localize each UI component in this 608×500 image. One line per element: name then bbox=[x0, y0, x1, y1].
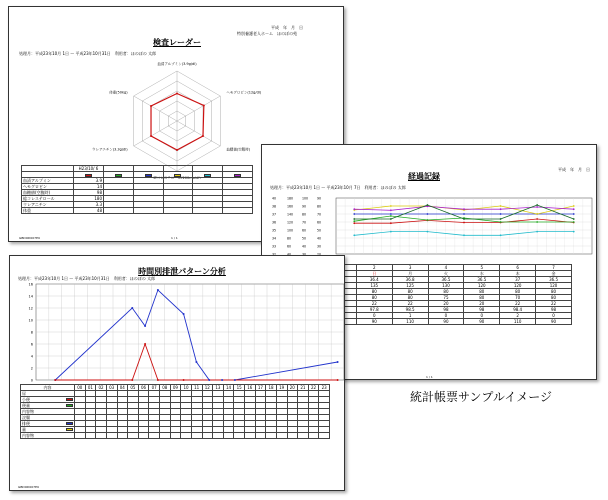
excretion-cell bbox=[223, 433, 234, 439]
excretion-point bbox=[221, 379, 223, 381]
excretion-point bbox=[157, 379, 159, 381]
sheet1-footer-page: 1 / 1 bbox=[171, 236, 178, 240]
radar-row-value: 3.9 bbox=[74, 178, 104, 184]
progress-value: 36.8 bbox=[392, 277, 428, 283]
excretion-cell bbox=[128, 433, 139, 439]
excretion-chart-plot bbox=[29, 283, 344, 383]
sheet2-footer-page: 1 / 1 bbox=[426, 375, 433, 379]
radar-empty-cell bbox=[104, 208, 134, 214]
progress-value: 80 bbox=[500, 289, 536, 295]
progress-y-tick: 90 bbox=[302, 204, 307, 209]
progress-value: 125 bbox=[392, 283, 428, 289]
progress-point bbox=[463, 234, 465, 236]
radar-row-value: 180 bbox=[74, 196, 104, 202]
excretion-table-body bbox=[21, 391, 330, 439]
progress-value: 110 bbox=[500, 319, 536, 325]
progress-y-tick: 30 bbox=[317, 244, 322, 249]
radar-row-label: 血糖値(空腹時) bbox=[22, 190, 74, 196]
progress-weekday-header: 金 bbox=[536, 271, 572, 277]
excretion-pattern-sheet bbox=[9, 255, 345, 491]
radar-axis-label: 血清アルブミン(3.9g/dl) bbox=[157, 62, 197, 66]
excretion-cell bbox=[149, 433, 160, 439]
progress-point bbox=[500, 213, 502, 215]
progress-value: 80 bbox=[356, 289, 392, 295]
excretion-cell bbox=[202, 433, 213, 439]
progress-value: 37 bbox=[500, 277, 536, 283]
excretion-cell bbox=[234, 433, 245, 439]
sample-caption: 統計帳票サンプルイメージ bbox=[410, 390, 552, 404]
excretion-hour-header: 21 bbox=[298, 385, 309, 391]
excretion-point bbox=[337, 379, 339, 381]
progress-y-tick: 80 bbox=[302, 212, 307, 217]
sheet3-footer-code: GBDOD007EU bbox=[18, 485, 40, 489]
excretion-point bbox=[195, 361, 197, 363]
progress-y-tick: 37 bbox=[272, 212, 277, 217]
progress-value: 20 bbox=[464, 301, 500, 307]
radar-empty-cell bbox=[163, 208, 193, 214]
excretion-cell bbox=[106, 433, 117, 439]
progress-value: 80 bbox=[464, 295, 500, 301]
excretion-hour-header: 10 bbox=[181, 385, 192, 391]
progress-y-tick: 80 bbox=[317, 204, 322, 209]
progress-y-tick: 60 bbox=[302, 228, 307, 233]
progress-point bbox=[390, 231, 392, 233]
progress-y-tick: 60 bbox=[287, 244, 292, 249]
radar-row-value: 3.3 bbox=[74, 202, 104, 208]
radar-point bbox=[150, 135, 152, 137]
excretion-hour-header: 04 bbox=[117, 385, 128, 391]
series-color-swatch bbox=[66, 422, 73, 425]
radar-point bbox=[150, 105, 152, 107]
progress-point bbox=[353, 208, 355, 210]
radar-row-label: ウレアニチン bbox=[22, 202, 74, 208]
series-color-swatch bbox=[66, 404, 73, 407]
excretion-point bbox=[131, 379, 133, 381]
progress-y-tick: 40 bbox=[272, 196, 277, 201]
series-color-swatch bbox=[174, 174, 181, 177]
progress-value: 120 bbox=[464, 283, 500, 289]
progress-point bbox=[573, 221, 575, 223]
radar-grid bbox=[92, 61, 262, 179]
progress-day-header: 4 bbox=[428, 265, 464, 271]
progress-y-tick: 90 bbox=[317, 196, 322, 201]
progress-point bbox=[536, 218, 538, 220]
radar-table-date: H23/10/ 6 bbox=[74, 166, 104, 172]
progress-point bbox=[500, 234, 502, 236]
progress-value: 0 bbox=[356, 313, 392, 319]
progress-y-tick: 40 bbox=[302, 244, 307, 249]
excretion-hour-header: 06 bbox=[138, 385, 149, 391]
progress-point bbox=[500, 221, 502, 223]
progress-value: 80 bbox=[356, 295, 392, 301]
excretion-row-label: 内容物 bbox=[21, 433, 75, 439]
progress-y-tick: 33 bbox=[272, 244, 277, 249]
progress-point bbox=[536, 206, 538, 208]
series-color-swatch bbox=[234, 174, 241, 177]
excretion-hour-header: 02 bbox=[96, 385, 107, 391]
progress-value: 70 bbox=[500, 295, 536, 301]
progress-value: 80 bbox=[392, 289, 428, 295]
excretion-row-label: 量 bbox=[21, 427, 75, 433]
progress-value: 90 bbox=[428, 319, 464, 325]
excretion-point bbox=[144, 325, 146, 327]
radar-row-label: ヘモグロビン bbox=[22, 184, 74, 190]
progress-y-tick: 35 bbox=[272, 228, 277, 233]
progress-point bbox=[500, 205, 502, 207]
progress-value: 120 bbox=[536, 283, 572, 289]
excretion-hour-header: 13 bbox=[213, 385, 224, 391]
progress-value: 80 bbox=[392, 295, 428, 301]
progress-point bbox=[573, 218, 575, 220]
excretion-cell bbox=[117, 433, 128, 439]
excretion-point bbox=[54, 379, 56, 381]
excretion-hour-header: 17 bbox=[255, 385, 266, 391]
progress-day-header: 7 bbox=[536, 265, 572, 271]
radar-value-table bbox=[21, 165, 253, 214]
progress-y-tick: 100 bbox=[302, 196, 309, 201]
excretion-hour-header: 05 bbox=[128, 385, 139, 391]
progress-value: 97.8 bbox=[356, 307, 392, 313]
excretion-table-head: 内容 bbox=[21, 385, 75, 391]
progress-chart-plot bbox=[272, 197, 592, 257]
progress-weekday-header: 日 bbox=[356, 271, 392, 277]
excretion-hour-header: 12 bbox=[202, 385, 213, 391]
excretion-hour-header: 22 bbox=[308, 385, 319, 391]
radar-series bbox=[151, 94, 204, 151]
progress-value: 98.4 bbox=[500, 307, 536, 313]
progress-point bbox=[427, 219, 429, 221]
progress-point bbox=[390, 205, 392, 207]
sheet1-date: 平成 年 月 日 bbox=[271, 25, 303, 30]
excretion-hour-header: 14 bbox=[223, 385, 234, 391]
progress-point bbox=[500, 218, 502, 220]
progress-y-tick: 60 bbox=[317, 220, 322, 225]
progress-value: 98 bbox=[464, 307, 500, 313]
excretion-point bbox=[131, 307, 133, 309]
progress-point bbox=[500, 208, 502, 210]
excretion-y-tick: 10 bbox=[28, 318, 33, 323]
excretion-hour-header: 18 bbox=[266, 385, 277, 391]
excretion-cell bbox=[160, 433, 171, 439]
progress-value: 22 bbox=[392, 301, 428, 307]
excretion-hour-header: 16 bbox=[245, 385, 256, 391]
progress-point bbox=[390, 209, 392, 211]
progress-value: 22 bbox=[356, 301, 392, 307]
progress-point bbox=[427, 213, 429, 215]
excretion-y-tick: 2 bbox=[30, 366, 33, 371]
sheet1-footer-code: GBDOD007EU bbox=[19, 236, 41, 240]
excretion-point bbox=[337, 361, 339, 363]
radar-spoke bbox=[134, 121, 177, 146]
progress-value: 90 bbox=[356, 319, 392, 325]
excretion-cell bbox=[213, 433, 224, 439]
sheet1-facility: 特別養護老人ホーム ほのぼの苑 bbox=[237, 31, 297, 36]
progress-point bbox=[390, 222, 392, 224]
progress-y-tick: 50 bbox=[302, 236, 307, 241]
radar-axis-label: ヘモグロビン(12g/dl) bbox=[226, 90, 262, 95]
progress-value: 80 bbox=[536, 289, 572, 295]
excretion-point bbox=[234, 379, 236, 381]
progress-day-header: 3 bbox=[392, 265, 428, 271]
progress-y-tick: 100 bbox=[287, 228, 294, 233]
progress-point bbox=[353, 234, 355, 236]
progress-y-tick: 180 bbox=[287, 196, 294, 201]
progress-value: 110 bbox=[392, 319, 428, 325]
excretion-cell bbox=[138, 433, 149, 439]
excretion-cell bbox=[287, 433, 298, 439]
progress-value: 22 bbox=[500, 301, 536, 307]
excretion-cell bbox=[245, 433, 256, 439]
excretion-hour-header: 07 bbox=[149, 385, 160, 391]
progress-value: 0 bbox=[428, 313, 464, 319]
excretion-y-tick: 6 bbox=[30, 342, 33, 347]
progress-point bbox=[536, 221, 538, 223]
radar-table-body bbox=[22, 178, 253, 214]
progress-value: 98 bbox=[536, 307, 572, 313]
progress-day-header: 5 bbox=[464, 265, 500, 271]
excretion-cell bbox=[298, 433, 309, 439]
progress-chart bbox=[262, 194, 597, 256]
progress-weekday-header: 月 bbox=[392, 271, 428, 277]
progress-y-tick: 36 bbox=[272, 220, 277, 225]
progress-day-header: 2 bbox=[356, 265, 392, 271]
radar-point bbox=[203, 105, 205, 107]
progress-y-tick: 70 bbox=[317, 212, 322, 217]
progress-point bbox=[390, 213, 392, 215]
radar-empty-cell bbox=[133, 208, 163, 214]
progress-y-tick: 40 bbox=[317, 236, 322, 241]
progress-point bbox=[353, 222, 355, 224]
progress-y-tick: 70 bbox=[302, 220, 307, 225]
progress-value: 2 bbox=[500, 313, 536, 319]
progress-value: 80 bbox=[464, 289, 500, 295]
excretion-cell bbox=[181, 433, 192, 439]
series-color-swatch bbox=[85, 174, 92, 177]
radar-row-value: 14 bbox=[74, 184, 104, 190]
excretion-cell bbox=[96, 433, 107, 439]
progress-point bbox=[536, 231, 538, 233]
excretion-cell bbox=[255, 433, 266, 439]
excretion-cell bbox=[319, 433, 330, 439]
progress-value: 120 bbox=[500, 283, 536, 289]
excretion-point bbox=[157, 289, 159, 291]
series-color-swatch bbox=[204, 174, 211, 177]
progress-y-tick: 34 bbox=[272, 236, 277, 241]
progress-point bbox=[536, 213, 538, 215]
excretion-row-label: 小便 bbox=[21, 397, 75, 403]
radar-empty-cell bbox=[223, 208, 253, 214]
progress-point bbox=[463, 222, 465, 224]
table-row bbox=[22, 208, 253, 214]
excretion-row-label: 浣腸 bbox=[21, 415, 75, 421]
progress-y-tick: 120 bbox=[287, 220, 294, 225]
sheet2-title: 経過記録 bbox=[408, 172, 440, 181]
progress-point bbox=[463, 208, 465, 210]
excretion-hour-header: 03 bbox=[106, 385, 117, 391]
progress-point bbox=[353, 218, 355, 220]
sheet1-title: 検査レーダー bbox=[153, 38, 201, 47]
progress-y-tick: 80 bbox=[287, 236, 292, 241]
series-color-swatch bbox=[145, 174, 152, 177]
progress-point bbox=[573, 213, 575, 215]
progress-day-header: 6 bbox=[500, 265, 536, 271]
excretion-cell bbox=[75, 433, 86, 439]
excretion-cell bbox=[85, 433, 96, 439]
series-color-swatch bbox=[66, 428, 73, 431]
progress-point bbox=[573, 205, 575, 207]
sheet3-title: 時間別排泄パターン分析 bbox=[138, 267, 226, 276]
series-color-swatch bbox=[115, 174, 122, 177]
excretion-hour-header: 09 bbox=[170, 385, 181, 391]
sheet3-period: 処理月：平成23年10月 1日 〜 平成23年10月31日 利用者：ほのぼの 太郎 bbox=[18, 276, 156, 281]
series-color-swatch bbox=[66, 398, 73, 401]
progress-y-tick: 140 bbox=[287, 212, 294, 217]
excretion-row-label: 内容物 bbox=[21, 409, 75, 415]
progress-value: 36.4 bbox=[356, 277, 392, 283]
progress-value: 98 bbox=[428, 307, 464, 313]
progress-point bbox=[536, 204, 538, 206]
progress-value: 0 bbox=[464, 313, 500, 319]
excretion-y-tick: 14 bbox=[28, 294, 33, 299]
excretion-cell bbox=[191, 433, 202, 439]
excretion-hour-header: 23 bbox=[319, 385, 330, 391]
excretion-hour-header: 11 bbox=[191, 385, 202, 391]
radar-spoke bbox=[134, 96, 177, 121]
progress-point bbox=[353, 213, 355, 215]
radar-axis-label: ウレアニチン(3.3g/dl) bbox=[92, 147, 128, 152]
radar-axis-label: 血糖値(空腹時) bbox=[226, 147, 251, 152]
radar-row-label: 体重 bbox=[22, 208, 74, 214]
progress-value: 22 bbox=[536, 301, 572, 307]
sheet1-period: 処理月：平成23年10月 1日 〜 平成23年10月31日 利用者：ほのぼの 太郎 bbox=[19, 51, 157, 56]
progress-point bbox=[573, 208, 575, 210]
progress-y-tick: 160 bbox=[287, 204, 294, 209]
excretion-y-tick: 0 bbox=[30, 378, 33, 383]
excretion-y-tick: 4 bbox=[30, 354, 33, 359]
excretion-cell bbox=[308, 433, 319, 439]
radar-row-label: 総コレステロール bbox=[22, 196, 74, 202]
progress-point bbox=[427, 204, 429, 206]
excretion-point bbox=[144, 343, 146, 345]
progress-value: 90 bbox=[464, 319, 500, 325]
progress-point bbox=[390, 218, 392, 220]
excretion-y-tick: 8 bbox=[30, 330, 33, 335]
excretion-hour-header: 00 bbox=[75, 385, 86, 391]
radar-axis-label: 体重(50kg) bbox=[109, 90, 128, 95]
excretion-hour-header: 01 bbox=[85, 385, 96, 391]
radar-point bbox=[202, 135, 204, 137]
progress-value: 90 bbox=[536, 319, 572, 325]
excretion-y-tick: 12 bbox=[28, 306, 33, 311]
progress-value: 0 bbox=[536, 313, 572, 319]
progress-point bbox=[390, 215, 392, 217]
progress-point bbox=[463, 213, 465, 215]
progress-value: 130 bbox=[428, 283, 464, 289]
radar-spoke bbox=[177, 121, 220, 146]
progress-point bbox=[573, 231, 575, 233]
excretion-cell bbox=[170, 433, 181, 439]
progress-y-tick: 50 bbox=[317, 228, 322, 233]
excretion-table bbox=[20, 384, 330, 439]
excretion-hour-header: 20 bbox=[287, 385, 298, 391]
radar-row-value: 48 bbox=[74, 208, 104, 214]
progress-value: 36.5 bbox=[428, 277, 464, 283]
progress-value: 36.5 bbox=[536, 277, 572, 283]
progress-weekday-header: 木 bbox=[500, 271, 536, 277]
excretion-point bbox=[208, 379, 210, 381]
progress-value: 80 bbox=[536, 295, 572, 301]
excretion-hour-header: 15 bbox=[234, 385, 245, 391]
progress-value: 36.5 bbox=[464, 277, 500, 283]
excretion-cell bbox=[266, 433, 277, 439]
sheet2-date: 平成 年 月 日 bbox=[558, 167, 590, 172]
excretion-point bbox=[183, 379, 185, 381]
progress-point bbox=[463, 218, 465, 220]
progress-weekday-header: 火 bbox=[428, 271, 464, 277]
radar-spoke bbox=[177, 96, 220, 121]
radar-axis-label: 総コレステロール(200mg/dl) bbox=[153, 176, 201, 179]
excretion-hour-header: 08 bbox=[160, 385, 171, 391]
excretion-row-label: 尿 bbox=[21, 391, 75, 397]
progress-value: 1 bbox=[392, 313, 428, 319]
progress-point bbox=[353, 220, 355, 222]
excretion-hour-header: 19 bbox=[276, 385, 287, 391]
progress-weekday-header: 水 bbox=[464, 271, 500, 277]
radar-row-value: 98 bbox=[74, 190, 104, 196]
excretion-y-tick: 16 bbox=[28, 282, 33, 287]
progress-y-tick: 38 bbox=[272, 204, 277, 209]
excretion-cell bbox=[276, 433, 287, 439]
sheet2-period: 処理月：平成23年10月 1日 〜 平成23年10月 7日 利用者：ほのぼの 太郎 bbox=[270, 185, 406, 190]
progress-value: 135 bbox=[356, 283, 392, 289]
excretion-point bbox=[183, 313, 185, 315]
progress-point bbox=[427, 231, 429, 233]
radar-point bbox=[176, 93, 178, 95]
radar-point bbox=[176, 149, 178, 151]
excretion-row-label: 排便 bbox=[21, 421, 75, 427]
table-row bbox=[21, 433, 330, 439]
progress-value: 20 bbox=[428, 301, 464, 307]
excretion-chart bbox=[10, 280, 345, 386]
progress-value: 80 bbox=[428, 289, 464, 295]
excretion-row-label: 便量 bbox=[21, 403, 75, 409]
progress-value: 98.5 bbox=[392, 307, 428, 313]
radar-row-label: 血清アルブミン bbox=[22, 178, 74, 184]
progress-value: 75 bbox=[428, 295, 464, 301]
radar-empty-cell bbox=[193, 208, 223, 214]
